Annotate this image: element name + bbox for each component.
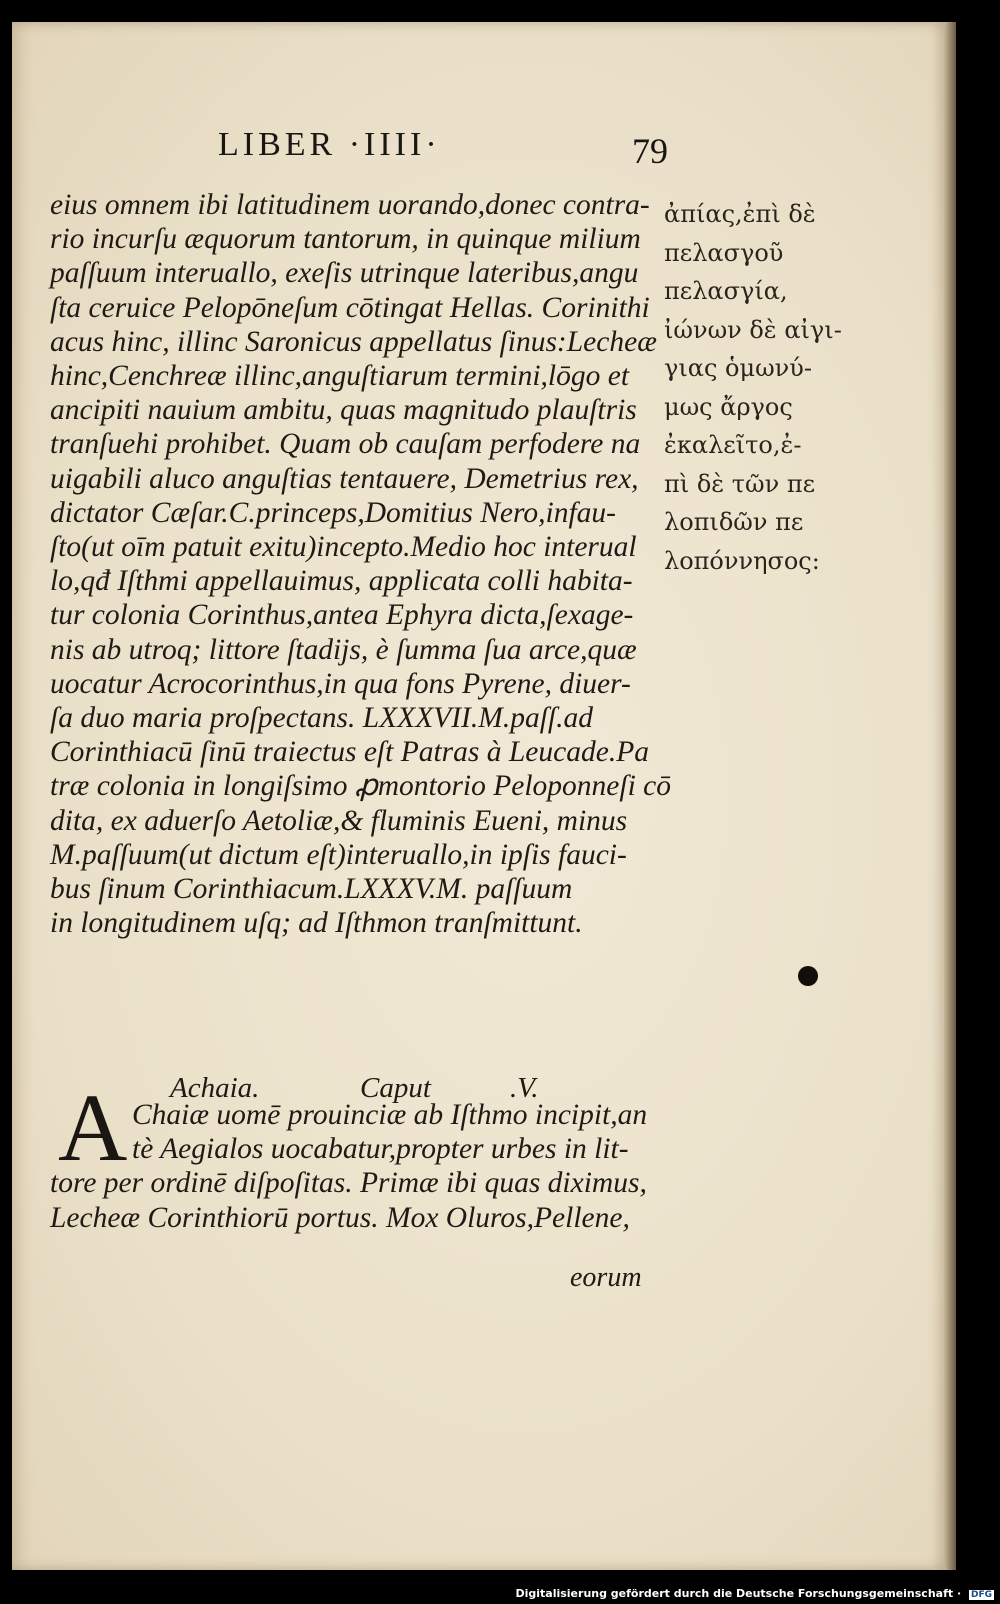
chapter-title: Achaia. xyxy=(170,1072,260,1104)
ink-blot xyxy=(798,966,818,986)
main-text-block xyxy=(50,188,672,940)
text-line: eius omnem ibi latitudinem uorando,donec contra- xyxy=(50,189,650,221)
text-line: M.paſſuum(ut dictum eſt)interuallo,in ipſis fauci- xyxy=(50,838,627,871)
marginal-line: πὶ δὲ τῶν πε xyxy=(664,469,816,498)
marginal-line: πελασγία, xyxy=(664,277,788,305)
text-line: Corinthiacū ſinū traiectus eſt Patras à Leucade.Pa xyxy=(50,736,649,769)
text-line: ſta ceruice Pelopōneſum cōtingat Hellas. Corinithi xyxy=(50,291,650,324)
text-line: in longitudinem uſq; ad Iſthmon tranſmittunt. xyxy=(50,907,583,940)
footer-credit: Digitalisierung gefördert durch die Deutsche Forschungsgemeinschaft · xyxy=(515,1587,962,1600)
text-line: tè Aegialos uocabatur,propter urbes in lit- xyxy=(132,1133,629,1166)
text-line: ancipiti nauium ambitu, quas magnitudo plauſtris xyxy=(50,394,637,427)
text-line: ſto(ut oīm patuit exitu)incepto.Medio hoc interual xyxy=(50,531,637,564)
text-line: Chaiæ uomē prouinciæ ab Iſthmo incipit,an xyxy=(132,1099,648,1131)
digitization-footer xyxy=(515,1587,994,1600)
greek-marginal-note xyxy=(664,195,844,580)
marginal-line: ἀπίας,ἐπὶ δὲ xyxy=(664,200,816,228)
text-line: uocatur Acrocorinthus,in qua fons Pyrene, diuer- xyxy=(50,667,631,700)
catchword: eorum xyxy=(570,1262,642,1293)
text-line: tore per ordinē diſpoſitas. Primæ ibi quas diximus, xyxy=(50,1167,647,1200)
text-line: uigabili aluco anguſtias tentauere, Demetrius rex, xyxy=(50,462,639,495)
section-text-block xyxy=(50,1098,662,1235)
running-head: LIBER ·IIII· xyxy=(218,126,441,163)
marginal-line: ἐκαλεῖτο,ἐ- xyxy=(664,431,802,459)
text-line: acus hinc, illinc Saronicus appellatus ſinus:Lecheæ xyxy=(50,325,657,358)
marginal-line: γιας ὁμωνύ- xyxy=(664,354,812,382)
text-line: dita, ex aduerſo Aetoliæ,& fluminis Eueni, minus xyxy=(50,804,628,837)
text-line: hinc,Cenchreæ illinc,anguſtiarum termini,lōgo et xyxy=(50,360,630,393)
dfg-logo-badge: DFG xyxy=(970,1590,992,1600)
text-line: dictator Cæſar.C.princeps,Domitius Nero,infau- xyxy=(50,496,616,529)
text-line: træ colonia in longiſsimo ꝓmontorio Peloponneſi cō xyxy=(50,770,672,803)
text-line: bus ſinum Corinthiacum.LXXXV.M. paſſuum xyxy=(50,873,573,906)
chapter-caput: Caput xyxy=(360,1072,431,1104)
text-line: ſa duo maria proſpectans. LXXXVII.M.paſſ.ad xyxy=(50,702,593,735)
page-number: 79 xyxy=(632,131,668,171)
marginal-line: λοπιδῶν πε xyxy=(664,508,804,536)
text-line: lo,qđ Iſthmi appellauimus, applicata colli habita- xyxy=(50,565,633,598)
marginal-line: πελασγοῦ xyxy=(664,238,784,267)
text-line: tur colonia Corinthus,antea Ephyra dicta,ſexage- xyxy=(50,599,634,632)
page-edge xyxy=(944,22,956,1570)
text-line: nis ab utroq; littore ſtadijs, è ſumma ſua arce,quæ xyxy=(50,633,637,666)
text-line: Lecheæ Corinthiorū portus. Mox Oluros,Pellene, xyxy=(50,1201,630,1234)
marginal-line: μως ἄργος xyxy=(664,392,793,421)
text-line: tranſuehi prohibet. Quam ob cauſam perfodere na xyxy=(50,428,641,461)
drop-cap: A xyxy=(58,1074,128,1181)
chapter-number: .V. xyxy=(510,1072,539,1104)
text-line: rio incurſu æquorum tantorum, in quinque milium xyxy=(50,223,641,256)
marginal-line: λοπόννησος: xyxy=(664,546,820,575)
text-line: paſſuum interuallo, exeſis utrinque lateribus,angu xyxy=(50,257,639,290)
marginal-line: ἰώνων δὲ αἰγι- xyxy=(664,315,842,344)
